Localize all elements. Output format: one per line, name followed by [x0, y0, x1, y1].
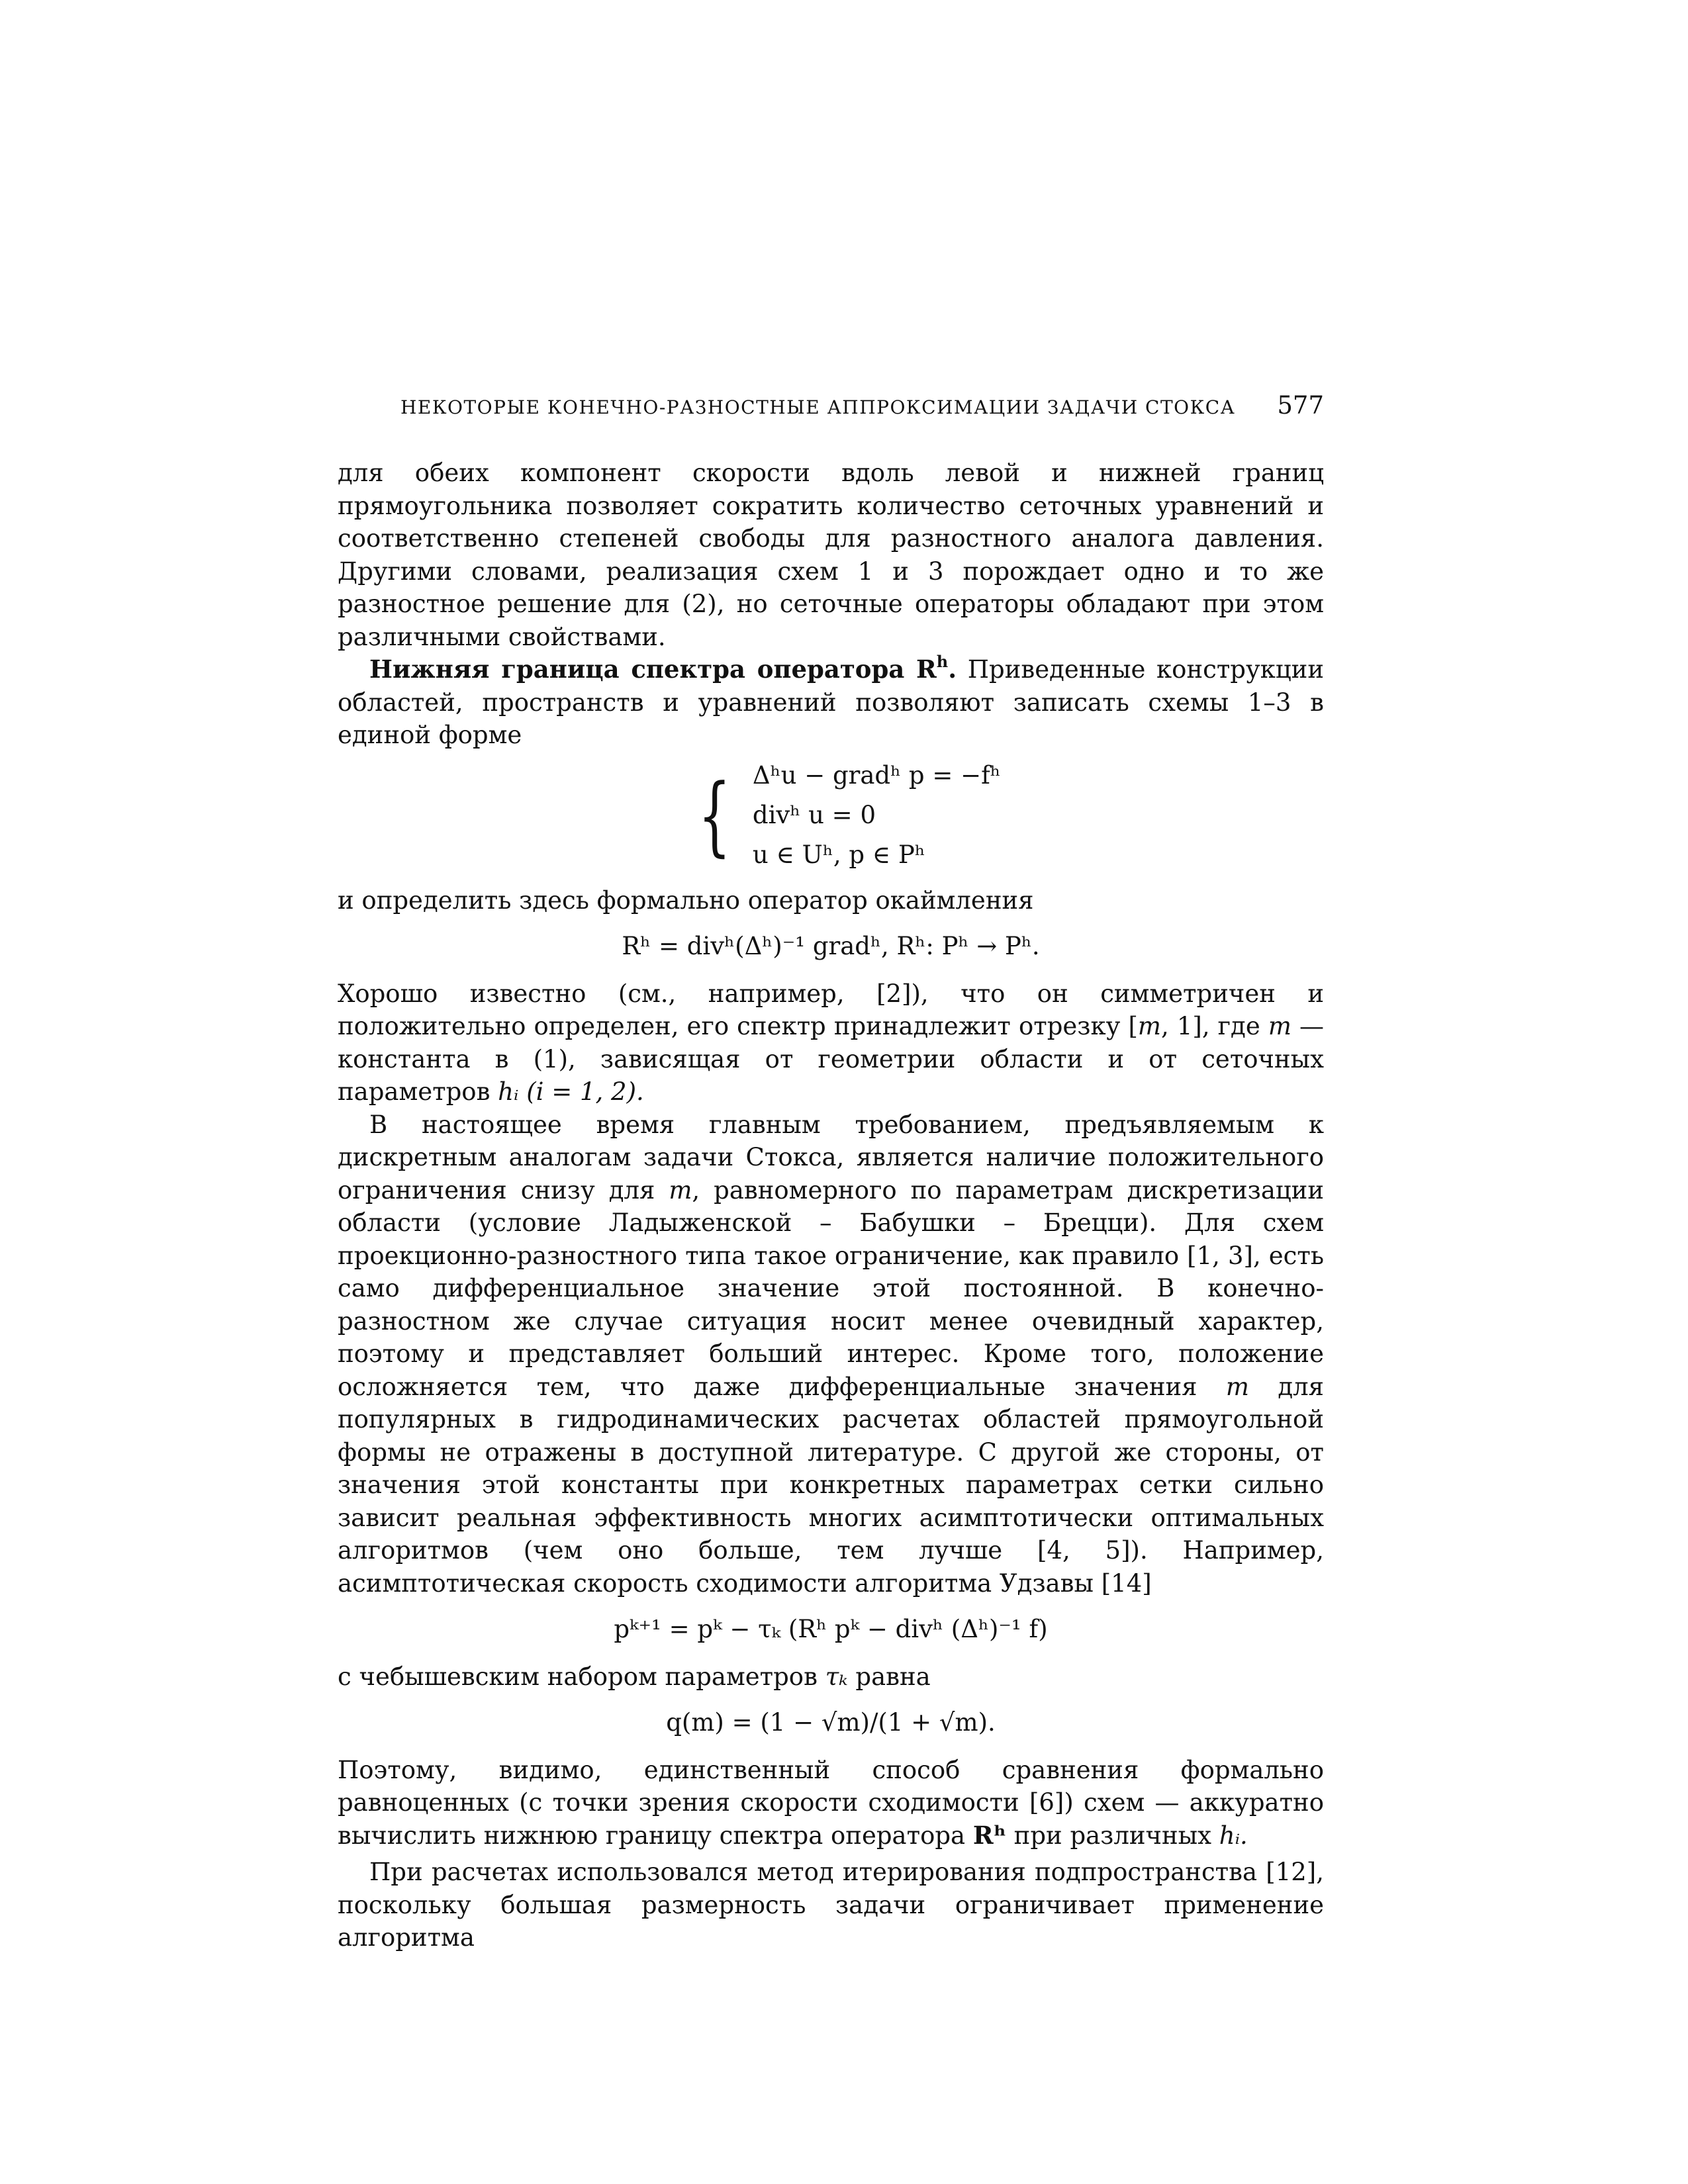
paragraph-6: с чебышевским набором параметров τₖ равна — [338, 1662, 931, 1691]
paragraph-5: В настоящее время главным требованием, предъявляемым к дискретным аналогам задачи Стокса, является наличие положительного ограничения снизу для m, равномерного по параметрам дискретизации области (условие Ладыженской – Бабушки – Брецци). Для схем проекционно-разностного типа такое ограничение, как правило [1, 3], есть само дифференциальное значение этой постоянной. В конечно-разностном же случае ситуация носит менее очевидный характер, поэтому и представляет больший интерес. Кроме того, положение осложняется тем, что даже дифференциальные значения m для популярных в гидродинамических расчетах областей прямоугольной формы не отражены в доступной литературе. С другой же стороны, от значения этой константы при конкретных параметрах сетки сильно зависит реальная эффективность многих асимптотически оптимальных алгоритмов (чем оно больше, тем лучше [4, 5]). Например, асимптотическая скорость сходимости алгоритма Удзавы [14] — [338, 1110, 1325, 1598]
left-brace: { — [698, 764, 731, 866]
equation-uzawa: pᵏ⁺¹ = pᵏ − τₖ (Rʰ pᵏ − divʰ (Δʰ)⁻¹ f) — [614, 1615, 1048, 1643]
equation-system — [338, 756, 1324, 875]
running-head — [400, 389, 1324, 422]
paragraph-8: При расчетах использовался метод итерирования подпространства [12], поскольку большая размерность задачи ограничивает применение алгоритма — [338, 1858, 1324, 1952]
running-title: НЕКОТОРЫЕ КОНЕЧНО-РАЗНОСТНЫЕ АППРОКСИМАЦИИ ЗАДАЧИ СТОКСА — [400, 396, 1236, 418]
system-line-3: u ∈ Uʰ, p ∈ Pʰ — [752, 840, 925, 869]
equation-R-operator: Rʰ = divʰ(Δʰ)⁻¹ gradʰ, Rʰ: Pʰ → Pʰ. — [622, 932, 1040, 960]
page-body — [338, 457, 1324, 1954]
section-heading: Нижняя граница спектра оператора $R^h$. — [369, 652, 957, 684]
page-number: 577 — [1277, 391, 1324, 420]
paragraph-2 — [338, 653, 1324, 752]
paragraph-1: для обеих компонент скорости вдоль левой и нижней границ прямоугольника позволяет сократить количество сеточных уравнений и соответственно степеней свободы для разностного аналога давления. Другими словами, реализация схем 1 и 3 порождает одно и то же разностное решение для (2), но сеточные операторы обладают при этом различными свойствами. — [338, 459, 1324, 651]
system-line-2: divʰ u = 0 — [752, 800, 876, 829]
paragraph-2-text: Приведенные конструкции областей, пространств и уравнений позволяют записать схемы 1–3 в единой форме — [338, 655, 1324, 749]
paragraph-7: Поэтому, видимо, единственный способ сравнения формально равноценных (с точки зрения скорости сходимости [6]) схем — аккуратно вычислить нижнюю границу спектра оператора Rʰ при различных hᵢ. — [338, 1755, 1324, 1850]
system-line-1: Δʰu − gradʰ p = −fʰ — [752, 760, 1001, 790]
paragraph-4: Хорошо известно (см., например, [2]), что он симметричен и положительно определен, его спектр принадлежит отрезку [m, 1], где m — константа в (1), зависящая от геометрии области и от сеточных параметров hᵢ (i = 1, 2). — [338, 979, 1325, 1106]
paragraph-3: и определить здесь формально оператор окаймления — [338, 886, 1034, 915]
equation-convergence-rate: q(m) = (1 − √m)/(1 + √m). — [666, 1708, 996, 1737]
